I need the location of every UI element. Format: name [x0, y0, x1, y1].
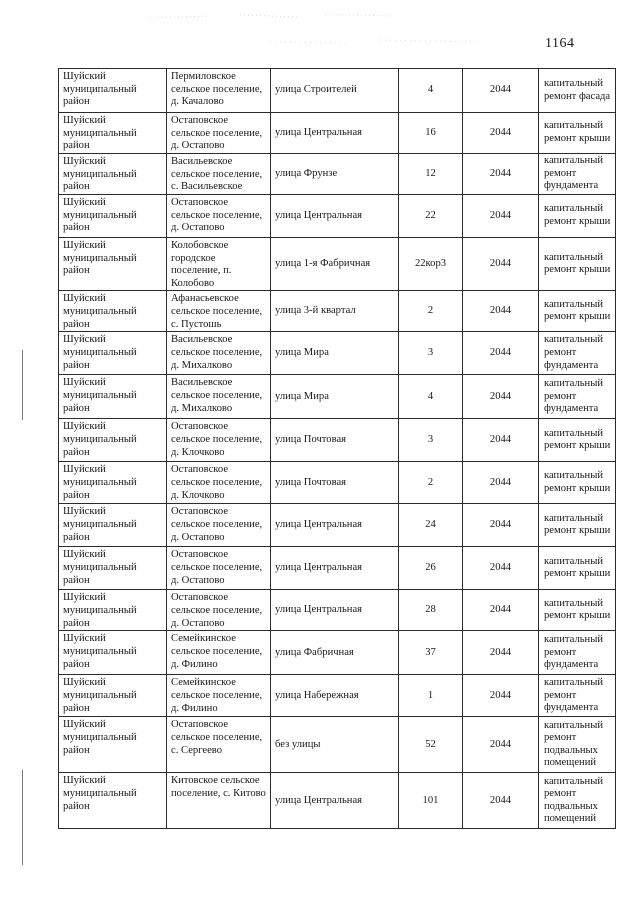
district-cell: Шуйский муниципальный район: [59, 113, 167, 154]
work-type-cell: капитальный ремонт крыши: [539, 590, 616, 631]
district-cell: Шуйский муниципальный район: [59, 631, 167, 675]
year-cell: 2044: [463, 195, 539, 238]
housing-repair-table: [58, 68, 616, 829]
table-row: [59, 547, 616, 590]
street-cell: улица Почтовая: [271, 419, 399, 462]
street-cell: улица Строителей: [271, 69, 399, 113]
district-cell: Шуйский муниципальный район: [59, 419, 167, 462]
district-cell: Шуйский муниципальный район: [59, 717, 167, 773]
house-number-cell: 2: [399, 462, 463, 504]
year-cell: 2044: [463, 113, 539, 154]
work-type-cell: капитальный ремонт крыши: [539, 504, 616, 547]
street-cell: улица Мира: [271, 375, 399, 419]
settlement-cell: Остаповское сельское поселение, д. Клочково: [167, 419, 271, 462]
table-row: [59, 291, 616, 332]
district-cell: Шуйский муниципальный район: [59, 773, 167, 829]
work-type-cell: капитальный ремонт крыши: [539, 547, 616, 590]
year-cell: 2044: [463, 547, 539, 590]
year-cell: 2044: [463, 69, 539, 113]
work-type-cell: капитальный ремонт крыши: [539, 195, 616, 238]
house-number-cell: 3: [399, 419, 463, 462]
district-cell: Шуйский муниципальный район: [59, 375, 167, 419]
house-number-cell: 2: [399, 291, 463, 332]
table-row: [59, 462, 616, 504]
table-row: [59, 69, 616, 113]
street-cell: улица Центральная: [271, 504, 399, 547]
table-row: [59, 154, 616, 195]
settlement-cell: Китовское сельское поселение, с. Китово: [167, 773, 271, 829]
table-row: [59, 195, 616, 238]
work-type-cell: капитальный ремонт фундамента: [539, 154, 616, 195]
work-type-cell: капитальный ремонт крыши: [539, 462, 616, 504]
year-cell: 2044: [463, 504, 539, 547]
district-cell: Шуйский муниципальный район: [59, 547, 167, 590]
year-cell: 2044: [463, 590, 539, 631]
work-type-cell: капитальный ремонт крыши: [539, 419, 616, 462]
scan-artifact-graphic: [150, 12, 490, 52]
street-cell: улица Фабричная: [271, 631, 399, 675]
settlement-cell: Колобовское городское поселение, п. Колобово: [167, 238, 271, 291]
scan-edge-mark-2: [22, 770, 23, 865]
house-number-cell: 12: [399, 154, 463, 195]
scan-edge-mark-1: [22, 350, 23, 420]
settlement-cell: Васильевское сельское поселение, с. Васильевское: [167, 154, 271, 195]
street-cell: улица Набережная: [271, 675, 399, 717]
settlement-cell: Васильевское сельское поселение, д. Михалково: [167, 375, 271, 419]
settlement-cell: Остаповское сельское поселение, д. Остапово: [167, 504, 271, 547]
house-number-cell: 22: [399, 195, 463, 238]
house-number-cell: 1: [399, 675, 463, 717]
table-row: [59, 590, 616, 631]
house-number-cell: 16: [399, 113, 463, 154]
table-row: [59, 631, 616, 675]
settlement-cell: Остаповское сельское поселение, д. Клочково: [167, 462, 271, 504]
work-type-cell: капитальный ремонт подвальных помещений: [539, 717, 616, 773]
house-number-cell: 22кор3: [399, 238, 463, 291]
street-cell: улица Центральная: [271, 113, 399, 154]
street-cell: улица Центральная: [271, 547, 399, 590]
table-body: [59, 69, 616, 829]
year-cell: 2044: [463, 154, 539, 195]
year-cell: 2044: [463, 631, 539, 675]
district-cell: Шуйский муниципальный район: [59, 291, 167, 332]
table-row: [59, 675, 616, 717]
table-row: [59, 238, 616, 291]
district-cell: Шуйский муниципальный район: [59, 154, 167, 195]
house-number-cell: 52: [399, 717, 463, 773]
year-cell: 2044: [463, 332, 539, 375]
street-cell: улица Центральная: [271, 773, 399, 829]
house-number-cell: 4: [399, 69, 463, 113]
street-cell: без улицы: [271, 717, 399, 773]
work-type-cell: капитальный ремонт фундамента: [539, 675, 616, 717]
district-cell: Шуйский муниципальный район: [59, 195, 167, 238]
settlement-cell: Остаповское сельское поселение, д. Остапово: [167, 547, 271, 590]
year-cell: 2044: [463, 291, 539, 332]
work-type-cell: капитальный ремонт крыши: [539, 113, 616, 154]
work-type-cell: капитальный ремонт крыши: [539, 291, 616, 332]
table-row: [59, 375, 616, 419]
district-cell: Шуйский муниципальный район: [59, 462, 167, 504]
settlement-cell: Остаповское сельское поселение, д. Остапово: [167, 195, 271, 238]
district-cell: Шуйский муниципальный район: [59, 590, 167, 631]
house-number-cell: 24: [399, 504, 463, 547]
street-cell: улица Фрунзе: [271, 154, 399, 195]
settlement-cell: Васильевское сельское поселение, д. Михалково: [167, 332, 271, 375]
house-number-cell: 101: [399, 773, 463, 829]
year-cell: 2044: [463, 717, 539, 773]
district-cell: Шуйский муниципальный район: [59, 504, 167, 547]
house-number-cell: 28: [399, 590, 463, 631]
work-type-cell: капитальный ремонт фасада: [539, 69, 616, 113]
settlement-cell: Семейкинское сельское поселение, д. Филино: [167, 631, 271, 675]
work-type-cell: капитальный ремонт фундамента: [539, 375, 616, 419]
page-number: 1164: [545, 36, 575, 51]
street-cell: улица Центральная: [271, 195, 399, 238]
year-cell: 2044: [463, 375, 539, 419]
table-row: [59, 504, 616, 547]
year-cell: 2044: [463, 773, 539, 829]
house-number-cell: 37: [399, 631, 463, 675]
year-cell: 2044: [463, 462, 539, 504]
table-row: [59, 419, 616, 462]
work-type-cell: капитальный ремонт подвальных помещений: [539, 773, 616, 829]
table-row: [59, 717, 616, 773]
district-cell: Шуйский муниципальный район: [59, 69, 167, 113]
year-cell: 2044: [463, 419, 539, 462]
district-cell: Шуйский муниципальный район: [59, 238, 167, 291]
table-row: [59, 773, 616, 829]
street-cell: улица 3-й квартал: [271, 291, 399, 332]
street-cell: улица 1-я Фабричная: [271, 238, 399, 291]
settlement-cell: Афанасьевское сельское поселение, с. Пустошь: [167, 291, 271, 332]
district-cell: Шуйский муниципальный район: [59, 332, 167, 375]
district-cell: Шуйский муниципальный район: [59, 675, 167, 717]
year-cell: 2044: [463, 238, 539, 291]
street-cell: улица Центральная: [271, 590, 399, 631]
table-row: [59, 113, 616, 154]
settlement-cell: Остаповское сельское поселение, с. Сергеево: [167, 717, 271, 773]
work-type-cell: капитальный ремонт фундамента: [539, 332, 616, 375]
street-cell: улица Почтовая: [271, 462, 399, 504]
house-number-cell: 4: [399, 375, 463, 419]
year-cell: 2044: [463, 675, 539, 717]
settlement-cell: Остаповское сельское поселение, д. Остапово: [167, 113, 271, 154]
house-number-cell: 26: [399, 547, 463, 590]
settlement-cell: Пермиловское сельское поселение, д. Качалово: [167, 69, 271, 113]
settlement-cell: Семейкинское сельское поселение, д. Филино: [167, 675, 271, 717]
house-number-cell: 3: [399, 332, 463, 375]
table-row: [59, 332, 616, 375]
work-type-cell: капитальный ремонт крыши: [539, 238, 616, 291]
settlement-cell: Остаповское сельское поселение, д. Остапово: [167, 590, 271, 631]
work-type-cell: капитальный ремонт фундамента: [539, 631, 616, 675]
street-cell: улица Мира: [271, 332, 399, 375]
